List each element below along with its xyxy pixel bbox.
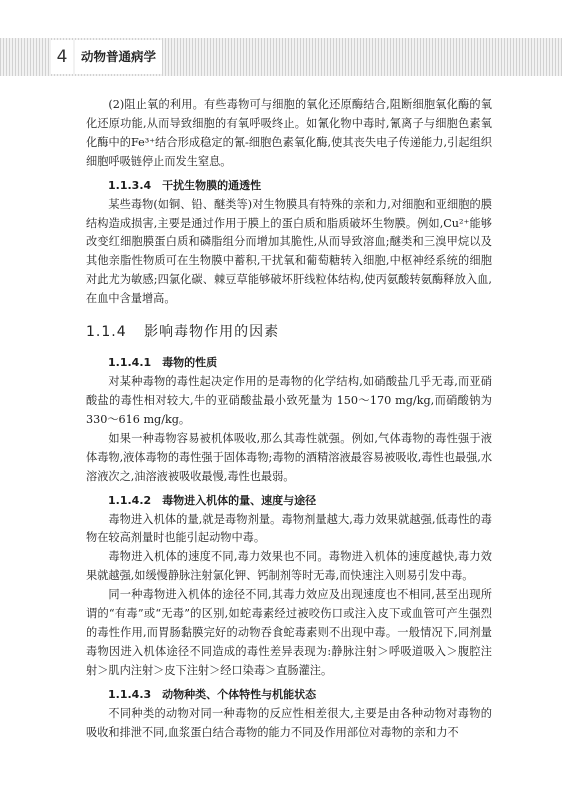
subsection-heading: 1.1.4.1 毒物的性质: [108, 356, 218, 370]
paragraph: 如果一种毒物容易被机体吸收,那么其毒性就强。例如,气体毒物的毒性强于液体毒物,液体毒物的毒性强于固体毒物;毒物的酒精溶液最容易被吸收,毒性也最强,水溶液次之,油溶液被吸收最慢,毒性也最弱。: [86, 431, 493, 483]
subsection-heading: 1.1.4.2 毒物进入机体的量、速度与途径: [108, 493, 317, 507]
paragraph: 毒物进入机体的速度不同,毒力效果也不同。毒物进入机体的速度越快,毒力效果就越强,如缓慢静脉注射氯化钾、钙制剂等时无毒,而快速注入则易引发中毒。: [86, 550, 492, 583]
page-number: 4: [51, 40, 73, 74]
paragraph: 同一种毒物进入机体的途径不同,其毒力效应及出现速度也不相同,甚至出现所谓的“有毒”或“无毒”的区别,如蛇毒素经过被咬伤口或注入皮下或血管可产生强烈的毒性作用,而胃肠黏膜完好的动物吞食蛇毒素则不出现中毒。一般情况下,同剂量毒物因进入机体途径不同造成的毒性差异表现为:静脉注射＞呼吸道吸入＞腹腔注射＞肌内注射＞皮下注射＞经口染毒＞直肠灌注。: [86, 588, 492, 677]
paragraph: 不同种类的动物对同一种毒物的反应性相差很大,主要是由各种动物对毒物的吸收和排泄不同,血浆蛋白结合毒物的能力不同及作用部位对毒物的亲和力不: [86, 706, 492, 739]
section-title: 影响毒物作用的因素: [144, 324, 280, 341]
subsection-heading: 1.1.4.3 动物种类、个体特性与机能状态: [108, 687, 317, 701]
paragraph: 某些毒物(如铜、铅、醚类等)对生物膜具有特殊的亲和力,对细胞和亚细胞的膜结构造成损害,主要是通过作用于膜上的蛋白质和脂质破坏生物膜。例如,Cu²⁺能够改变红细胞膜蛋白质和磷脂组分而增加其脆性,从而导致溶血;醚类和三溴甲烷以及其他亲脂性物质可在生物膜中蓄积,干扰氧和葡萄糖转入细胞,中枢神经系统的细胞对此尤为敏感;四氯化碳、棘豆草能够破坏肝线粒体结构,使丙氨酸转氨酶释放入血,在血中含量增高。: [86, 197, 492, 306]
page-content: [86, 96, 492, 742]
paragraph: 毒物进入机体的量,就是毒物剂量。毒物剂量越大,毒力效果就越强,低毒性的毒物在较高剂量时也能引起动物中毒。: [86, 512, 492, 545]
paragraph: (2)阻止氧的利用。有些毒物可与细胞的氧化还原酶结合,阻断细胞氧化酶的氧化还原功能,从而导致细胞的有氧呼吸终止。如氰化物中毒时,氰离子与细胞色素氧化酶中的Fe³⁺结合形成稳定的氰-细胞色素氧化酶,使其丧失电子传递能力,引起组织细胞呼吸链停止而发生窒息。: [86, 98, 492, 168]
section-heading: [86, 321, 492, 343]
subsection-heading: 1.1.3.4 干扰生物膜的通透性: [108, 178, 262, 192]
section-number: 1.1.4: [86, 324, 127, 341]
book-title: 动物普通病学: [75, 40, 162, 74]
paragraph: 对某种毒物的毒性起决定作用的是毒物的化学结构,如硝酸盐几乎无毒,而亚硝酸盐的毒性相对较大,牛的亚硝酸盐最小致死量为 150～170 mg/kg,而硝酸钠为 330～616 mg/kg。: [86, 375, 492, 426]
